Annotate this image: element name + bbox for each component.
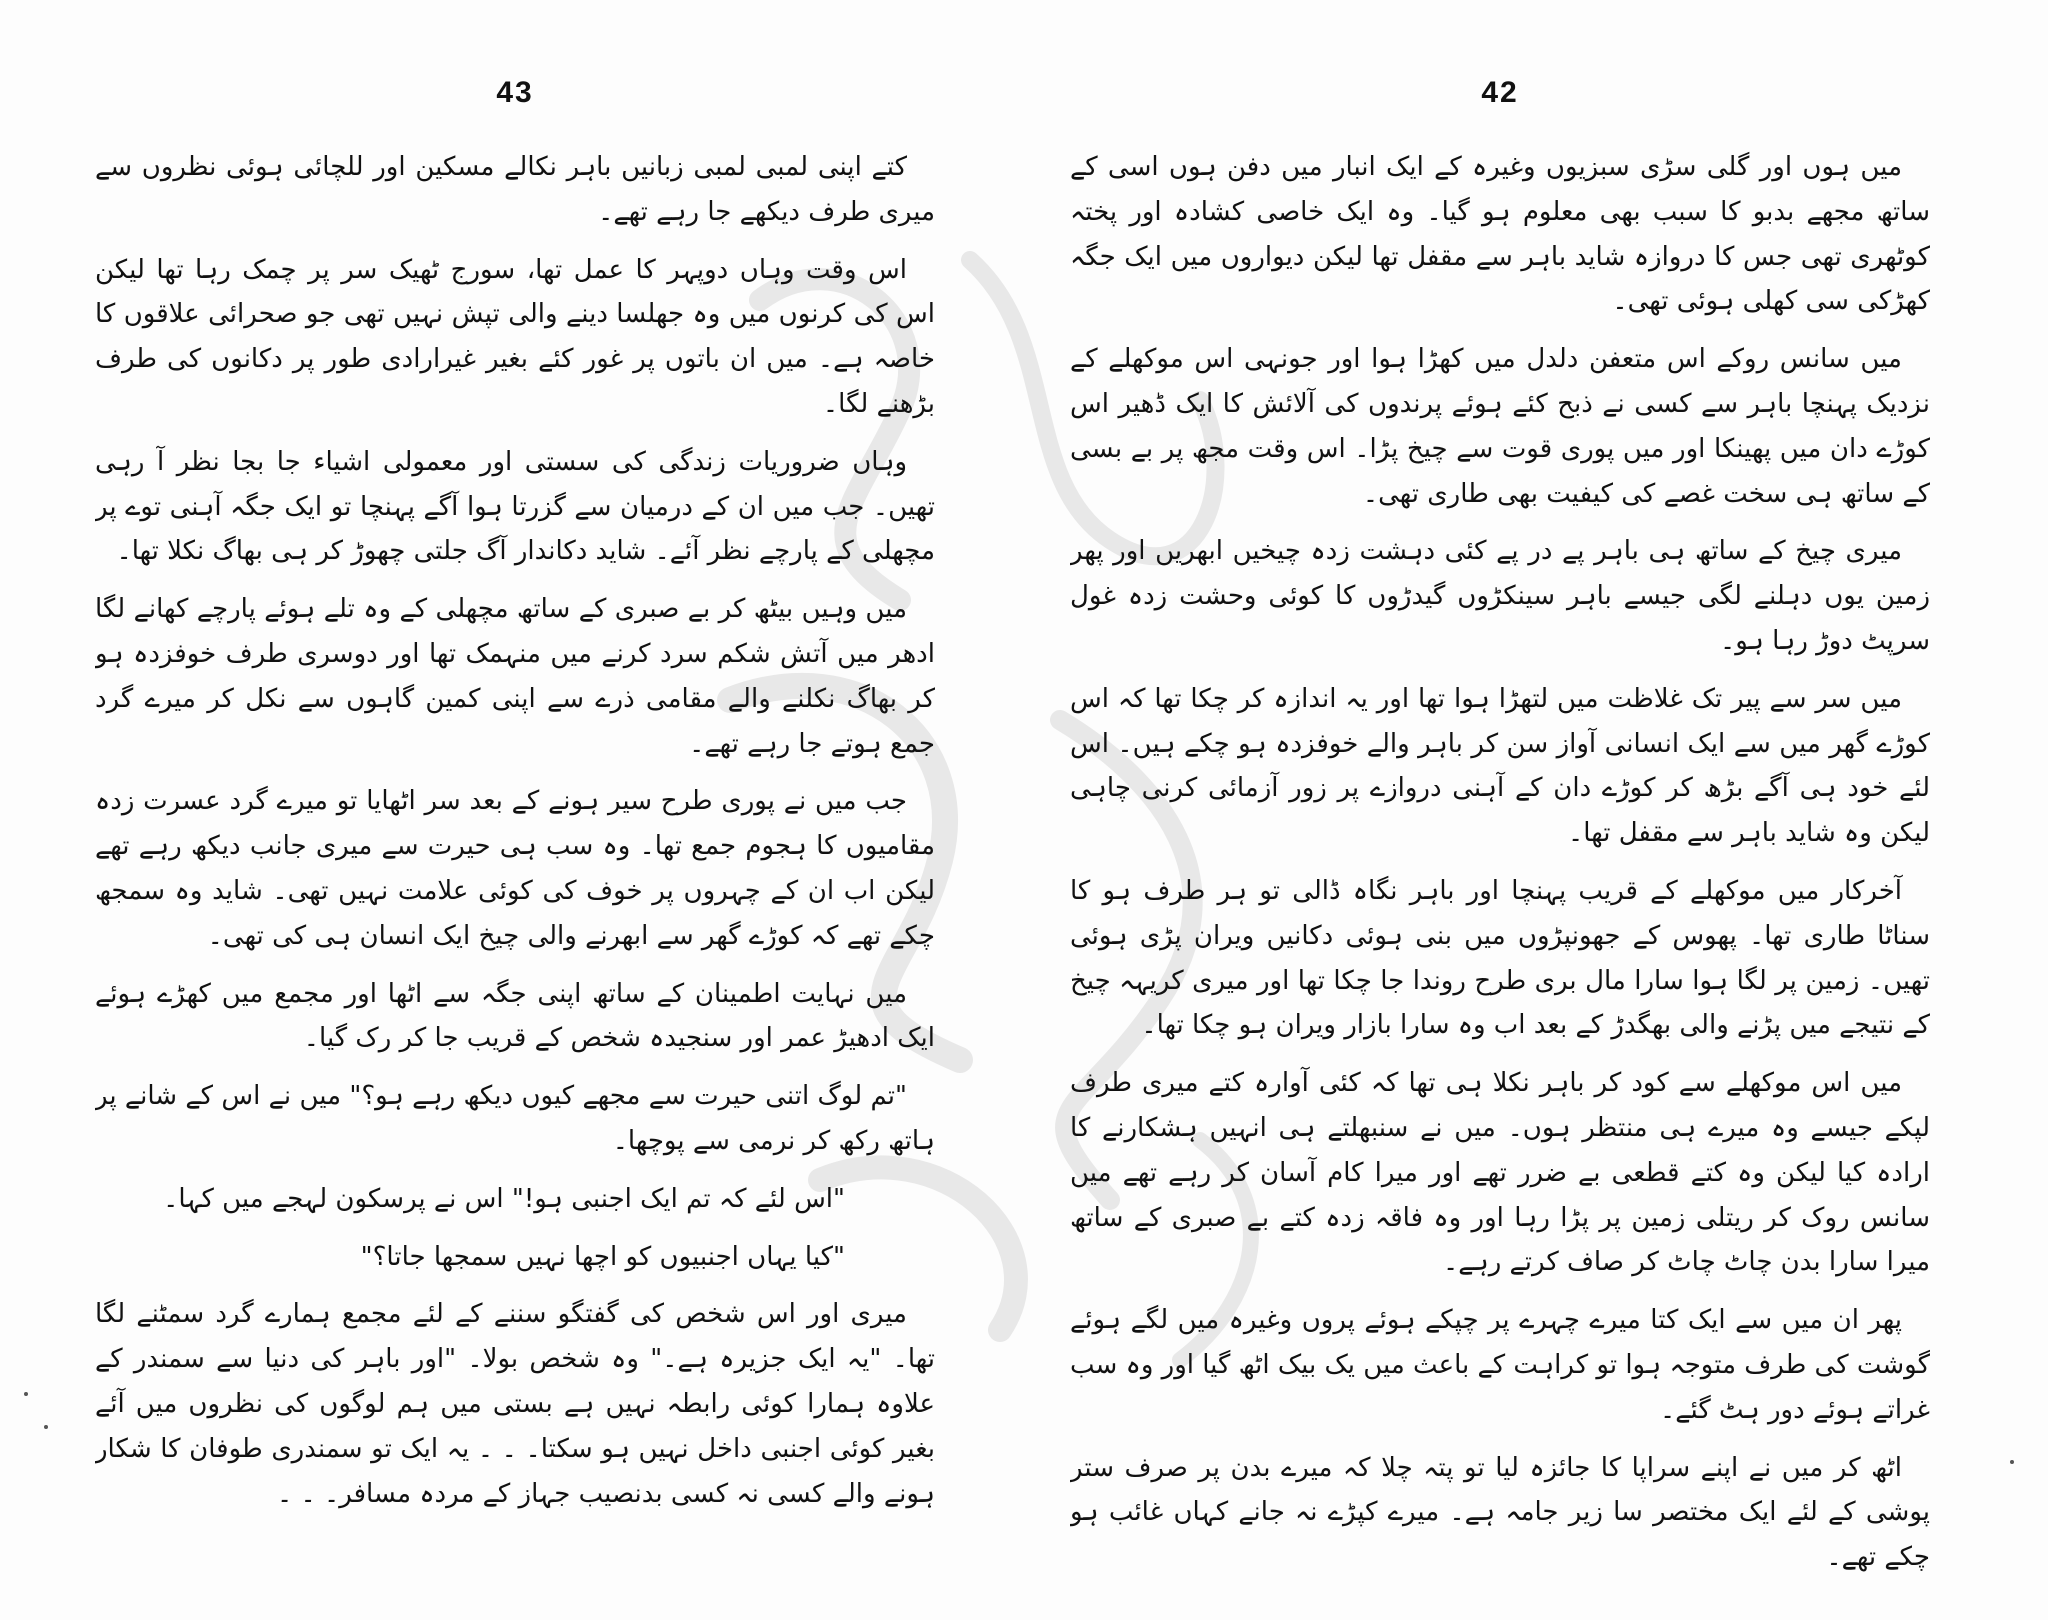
paragraph: جب میں نے پوری طرح سیر ہونے کے بعد سر اٹھایا تو میرے گرد عسرت زدہ مقامیوں کا ہجوم جمع تھا۔ وہ سب ہی حیرت سے میری جانب دیکھ رہے تھے لیکن اب ان کے چہروں پر خوف کی کوئی علامت نہیں تھی۔ شاید وہ سمجھ چکے تھے کہ کوڑے گھر سے ابھرنے والی چیخ ایک انسان ہی کی تھی۔: [95, 786, 935, 951]
paragraph: پھر ان میں سے ایک کتا میرے چہرے پر چپکے ہوئے پروں وغیرہ میں لگے ہوئے گوشت کی طرف متوجہ ہوا تو کراہت کے باعث میں یک بیک اٹھ گیا اور وہ سب غراتے ہوئے دور ہٹ گئے۔: [1070, 1305, 1930, 1425]
paragraph: کتے اپنی لمبی لمبی زبانیں باہر نکالے مسکین اور للچائی ہوئی نظروں سے میری طرف دیکھے جا رہے تھے۔: [95, 152, 935, 227]
paragraph: میں سانس روکے اس متعفن دلدل میں کھڑا ہوا اور جونہی اس موکھلے کے نزدیک پہنچا باہر سے کسی نے ذبح کئے ہوئے پرندوں کی آلائش کا ایک ڈھیر اس کوڑے دان میں پھینکا اور میں پوری قوت سے چیخ پڑا۔ اس وقت مجھ پر بے بسی کے ساتھ ہی سخت غصے کی کیفیت بھی طاری تھی۔: [1070, 344, 1930, 509]
page-text: [95, 145, 935, 1529]
scan-speck: [44, 1425, 48, 1429]
paragraph: اٹھ کر میں نے اپنے سراپا کا جائزہ لیا تو پتہ چلا کہ میرے بدن پر صرف ستر پوشی کے لئے ایک مختصر سا زیر جامہ ہے۔ میرے کپڑے نہ جانے کہاں غائب ہو چکے تھے۔: [1070, 1452, 1930, 1573]
paragraph: آخرکار میں موکھلے کے قریب پہنچا اور باہر نگاہ ڈالی تو ہر طرف ہو کا سناٹا طاری تھا۔ پھوس کے جھونپڑوں میں بنی ہوئی دکانیں ویران پڑی ہوئی تھیں۔ زمین پر لگا ہوا سارا مال بری طرح روندا جا چکا تھا اور میری کریہہ چیخ کے نتیجے میں پڑنے والی بھگدڑ کے بعد اب وہ سارا بازار ویران ہو چکا تھا۔: [1070, 875, 1930, 1041]
paragraph: میں ہوں اور گلی سڑی سبزیوں وغیرہ کے ایک انبار میں دفن ہوں اسی کے ساتھ مجھے بدبو کا سبب بھی معلوم ہو گیا۔ وہ ایک خاصی کشادہ اور پختہ کوٹھری تھی جس کا دروازہ شاید باہر سے مقفل تھا لیکن دیواروں میں ایک جگہ کھڑکی سی کھلی ہوئی تھی۔: [1070, 152, 1930, 317]
paragraph: اس وقت وہاں دوپہر کا عمل تھا، سورج ٹھیک سر پر چمک رہا تھا لیکن اس کی کرنوں میں وہ جھلسا دینے والی تپش نہیں تھی جو صحرائی علاقوں کا خاصہ ہے۔ میں ان باتوں پر غور کئے بغیر غیرارادی طور پر دکانوں کی طرف بڑھنے لگا۔: [95, 254, 935, 419]
left-page: [95, 0, 935, 1620]
dialogue-line: "اس لئے کہ تم ایک اجنبی ہو!" اس نے پرسکون لہجے میں کہا۔: [163, 1183, 845, 1214]
scan-speck: [2010, 1460, 2014, 1464]
page-number: 43: [496, 76, 534, 109]
paragraph: میری چیخ کے ساتھ ہی باہر پے در پے کئی دہشت زدہ چیخیں ابھریں اور پھر زمین یوں دہلنے لگی جیسے باہر سینکڑوں گیدڑوں کا کوئی وحشت زدہ غول سرپٹ دوڑ رہا ہو۔: [1070, 536, 1930, 656]
right-page: [1070, 0, 1930, 1620]
page-number: 42: [1481, 76, 1519, 109]
dialogue-line: "تم لوگ اتنی حیرت سے مجھے کیوں دیکھ رہے ہو؟" میں نے اس کے شانے پر ہاتھ رکھ کر نرمی سے پوچھا۔: [95, 1081, 935, 1156]
page-text: [1070, 145, 1930, 1593]
paragraph: میں اس موکھلے سے کود کر باہر نکلا ہی تھا کہ کئی آوارہ کتے میری طرف لپکے جیسے وہ میرے ہی منتظر ہوں۔ میں نے سنبھلتے ہی انہیں ہشکارنے کا ارادہ کیا لیکن وہ کتے قطعی بے ضرر تھے اور میرا کام آسان کر رہے تھے میں سانس روک کر ریتلی زمین پر پڑا رہا اور وہ فاقہ زدہ کتے بے صبری کے ساتھ میرا سارا بدن چاٹ چاٹ کر صاف کرتے رہے۔: [1070, 1068, 1930, 1278]
paragraph: وہاں ضروریات زندگی کی سستی اور معمولی اشیاء جا بجا نظر آ رہی تھیں۔ جب میں ان کے درمیان سے گزرتا ہوا آگے پہنچا تو ایک جگہ آہنی توے پر مچھلی کے پارچے نظر آئے۔ شاید دکاندار آگ جلتی چھوڑ کر ہی بھاگ نکلا تھا۔: [95, 446, 935, 567]
scan-speck: [24, 1392, 28, 1396]
paragraph: میں نہایت اطمینان کے ساتھ اپنی جگہ سے اٹھا اور مجمع میں کھڑے ہوئے ایک ادھیڑ عمر اور سنجیدہ شخص کے قریب جا کر رک گیا۔: [95, 978, 935, 1054]
dialogue-line: "کیا یہاں اجنبیوں کو اچھا نہیں سمجھا جاتا؟": [360, 1241, 845, 1272]
paragraph: میں سر سے پیر تک غلاظت میں لتھڑا ہوا تھا اور یہ اندازہ کر چکا تھا کہ اس کوڑے گھر میں سے ایک انسانی آواز سن کر باہر والے خوفزدہ ہو چکے ہیں۔ اس لئے خود ہی آگے بڑھ کر کوڑے دان کے آہنی دروازے پر زور آزمائی کرنی چاہی لیکن وہ شاید باہر سے مقفل تھا۔: [1070, 683, 1930, 849]
paragraph: میری اور اس شخص کی گفتگو سننے کے لئے مجمع ہمارے گرد سمٹنے لگا تھا۔ "یہ ایک جزیرہ ہے۔" وہ شخص بولا۔ "اور باہر کی دنیا سے سمندر کے علاوہ ہمارا کوئی رابطہ نہیں ہے بستی میں ہم لوگوں کی نظروں میں آئے بغیر کوئی اجنبی داخل نہیں ہو سکتا۔ ۔ ۔ یہ ایک تو سمندری طوفان کا شکار ہونے والے کسی نہ کسی بدنصیب جہاز کے مردہ مسافر۔ ۔ ۔: [95, 1299, 935, 1509]
paragraph: میں وہیں بیٹھ کر بے صبری کے ساتھ مچھلی کے وہ تلے ہوئے پارچے کھانے لگا ادھر میں آتش شکم سرد کرنے میں منہمک تھا اور دوسری طرف خوفزدہ ہو کر بھاگ نکلنے والے مقامی ذرے سے اپنی کمین گاہوں سے نکل کر میرے گرد جمع ہوتے جا رہے تھے۔: [95, 594, 935, 759]
